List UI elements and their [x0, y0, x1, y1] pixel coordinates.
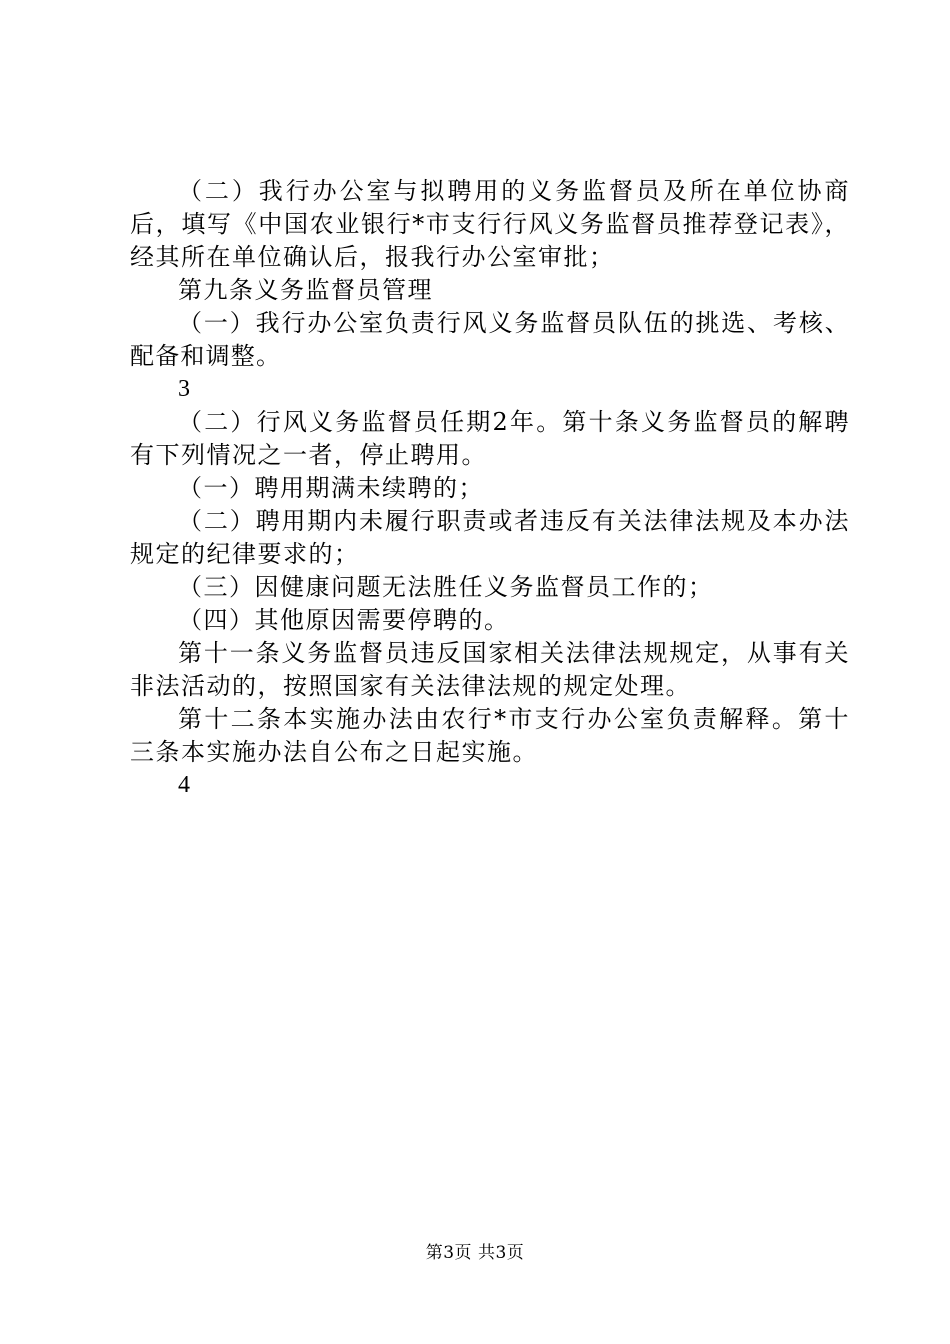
paragraph-article-10-item-2: （二）聘用期内未履行职责或者违反有关法律法规及本办法规定的纪律要求的；: [130, 507, 850, 568]
paragraph-article-12-13: 第十二条本实施办法由农行*市支行办公室负责解释。第十三条本实施办法自公布之日起实施。: [130, 705, 850, 766]
paragraph-article-10-item-1: （一）聘用期满未续聘的；: [178, 474, 484, 502]
paragraph-article-9-item-2-article-10: （二）行风义务监督员任期2年。第十条义务监督员的解聘有下列情况之一者，停止聘用。: [130, 408, 850, 469]
document-body: [130, 175, 850, 802]
page-footer: 第3页 共3页: [425, 1243, 525, 1263]
paragraph-article-9-heading: 第九条义务监督员管理: [178, 276, 433, 304]
paragraph-article-9-item-1: （一）我行办公室负责行风义务监督员队伍的挑选、考核、配备和调整。: [130, 309, 850, 370]
inline-page-number: 3: [178, 376, 190, 402]
paragraph-recommendation-procedure: （二）我行办公室与拟聘用的义务监督员及所在单位协商后，填写《中国农业银行*市支行行风义务监督员推荐登记表》，经其所在单位确认后，报我行办公室审批；: [130, 177, 850, 271]
paragraph-article-10-item-3: （三）因健康问题无法胜任义务监督员工作的；: [178, 573, 714, 601]
inline-page-number: 4: [178, 772, 190, 798]
paragraph-article-10-item-4: （四）其他原因需要停聘的。: [178, 606, 510, 634]
paragraph-article-11: 第十一条义务监督员违反国家相关法律法规规定，从事有关非法活动的，按照国家有关法律法规的规定处理。: [130, 639, 850, 700]
